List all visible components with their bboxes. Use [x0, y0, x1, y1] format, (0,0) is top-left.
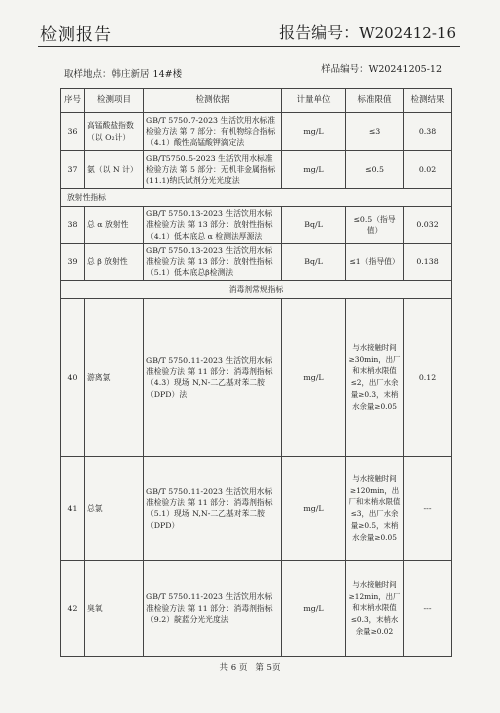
report-number	[279, 20, 456, 43]
cell-limit: 与水接触时间≥120min，出厂和末梢水限值≤3，出厂水余量≥0.5，末梢水余量≥0.05	[346, 456, 404, 560]
cell-limit: 与水接触时间≥12min，出厂和末梢水限值≤0.3，末梢水余量≥0.02	[346, 560, 404, 656]
cell-result: 0.02	[404, 151, 452, 189]
report-number-value: W202412-16	[359, 24, 456, 42]
cell-unit: mg/L	[282, 113, 346, 151]
cell-limit: 与水接触时间≥30min，出厂和末梢水限值≤2，出厂水余量≥0.3，末梢水余量≥0.05	[346, 298, 404, 456]
cell-unit: mg/L	[282, 298, 346, 456]
current-page: 第 5页	[255, 663, 281, 673]
cell-item: 总 β 放射性	[85, 243, 144, 280]
section-row	[61, 189, 452, 207]
cell-unit: mg/L	[282, 456, 346, 560]
cell-limit: ≤0.5	[346, 151, 404, 189]
cell-limit: ≤3	[346, 113, 404, 151]
cell-item: 总氯	[85, 456, 144, 560]
page-footer	[0, 661, 500, 673]
cell-limit: ≤0.5（指导值）	[346, 207, 404, 244]
sample-number: 样品编号：W20241205-12	[321, 64, 442, 75]
results-table	[60, 88, 452, 657]
section-row	[61, 280, 452, 298]
report-title: 检测报告	[40, 25, 112, 45]
table-row	[61, 456, 452, 560]
cell-limit: ≤1（指导值）	[346, 243, 404, 280]
cell-result: 0.138	[404, 243, 452, 280]
table-header-row	[61, 89, 452, 113]
col-header-limit: 标准限值	[346, 89, 404, 113]
cell-result: 0.12	[404, 298, 452, 456]
cell-unit: Bq/L	[282, 207, 346, 244]
header-divider	[38, 46, 460, 47]
cell-no: 37	[61, 151, 85, 189]
table-row	[61, 243, 452, 280]
cell-no: 42	[61, 560, 85, 656]
section-radioactive: 放射性指标	[61, 189, 452, 207]
cell-item: 臭氧	[85, 560, 144, 656]
col-header-basis: 检测依据	[144, 89, 282, 113]
cell-result: ---	[404, 456, 452, 560]
cell-item: 氨（以 N 计）	[85, 151, 144, 189]
cell-result: 0.38	[404, 113, 452, 151]
table-row	[61, 207, 452, 244]
cell-basis: GB/T 5750.7-2023 生活饮用水标准检验方法 第 7 部分：有机物综合指标（4.1）酸性高锰酸钾滴定法	[144, 113, 282, 151]
cell-basis: GB/T 5750.11-2023 生活饮用水标准检验方法 第 11 部分：消毒剂指标（5.1）现场 N,N-二乙基对苯二胺（DPD）	[144, 456, 282, 560]
cell-no: 41	[61, 456, 85, 560]
col-header-item: 检测项目	[85, 89, 144, 113]
cell-basis: GB/T 5750.13-2023 生活饮用水标准检验方法 第 13 部分：放射性指标（5.1）低本底总β检测法	[144, 243, 282, 280]
cell-no: 38	[61, 207, 85, 244]
cell-result: ---	[404, 560, 452, 656]
cell-basis: GB/T5750.5-2023 生活饮用水标准检验方法 第 5 部分：无机非金属指标(11.1)纳氏试剂分光光度法	[144, 151, 282, 189]
section-disinfectant: 消毒剂常规指标	[61, 280, 452, 298]
cell-unit: mg/L	[282, 151, 346, 189]
table-row	[61, 151, 452, 189]
report-number-label: 报告编号：	[279, 23, 360, 42]
cell-result: 0.032	[404, 207, 452, 244]
cell-no: 39	[61, 243, 85, 280]
cell-no: 40	[61, 298, 85, 456]
cell-item: 游离氯	[85, 298, 144, 456]
cell-unit: Bq/L	[282, 243, 346, 280]
cell-basis: GB/T 5750.11-2023 生活饮用水标准检验方法 第 11 部分：消毒剂指标（9.2）靛蓝分光光度法	[144, 560, 282, 656]
cell-item: 高锰酸盐指数（以 O₂计）	[85, 113, 144, 151]
col-header-result: 检测结果	[404, 89, 452, 113]
cell-item: 总 α 放射性	[85, 207, 144, 244]
total-pages: 共 6 页	[219, 663, 248, 673]
sampling-location: 取样地点：韩庄新居 14#楼	[64, 69, 183, 80]
cell-unit: mg/L	[282, 560, 346, 656]
col-header-unit: 计量单位	[282, 89, 346, 113]
table-row	[61, 560, 452, 656]
table-row	[61, 113, 452, 151]
table-row	[61, 298, 452, 456]
cell-no: 36	[61, 113, 85, 151]
col-header-no: 序号	[61, 89, 85, 113]
cell-basis: GB/T 5750.13-2023 生活饮用水标准检验方法 第 13 部分：放射性指标（4.1）低本底总 α 检测法厚源法	[144, 207, 282, 244]
cell-basis: GB/T 5750.11-2023 生活饮用水标准检验方法 第 11 部分：消毒剂指标（4.3）现场 N,N-二乙基对苯二胺（DPD）法	[144, 298, 282, 456]
